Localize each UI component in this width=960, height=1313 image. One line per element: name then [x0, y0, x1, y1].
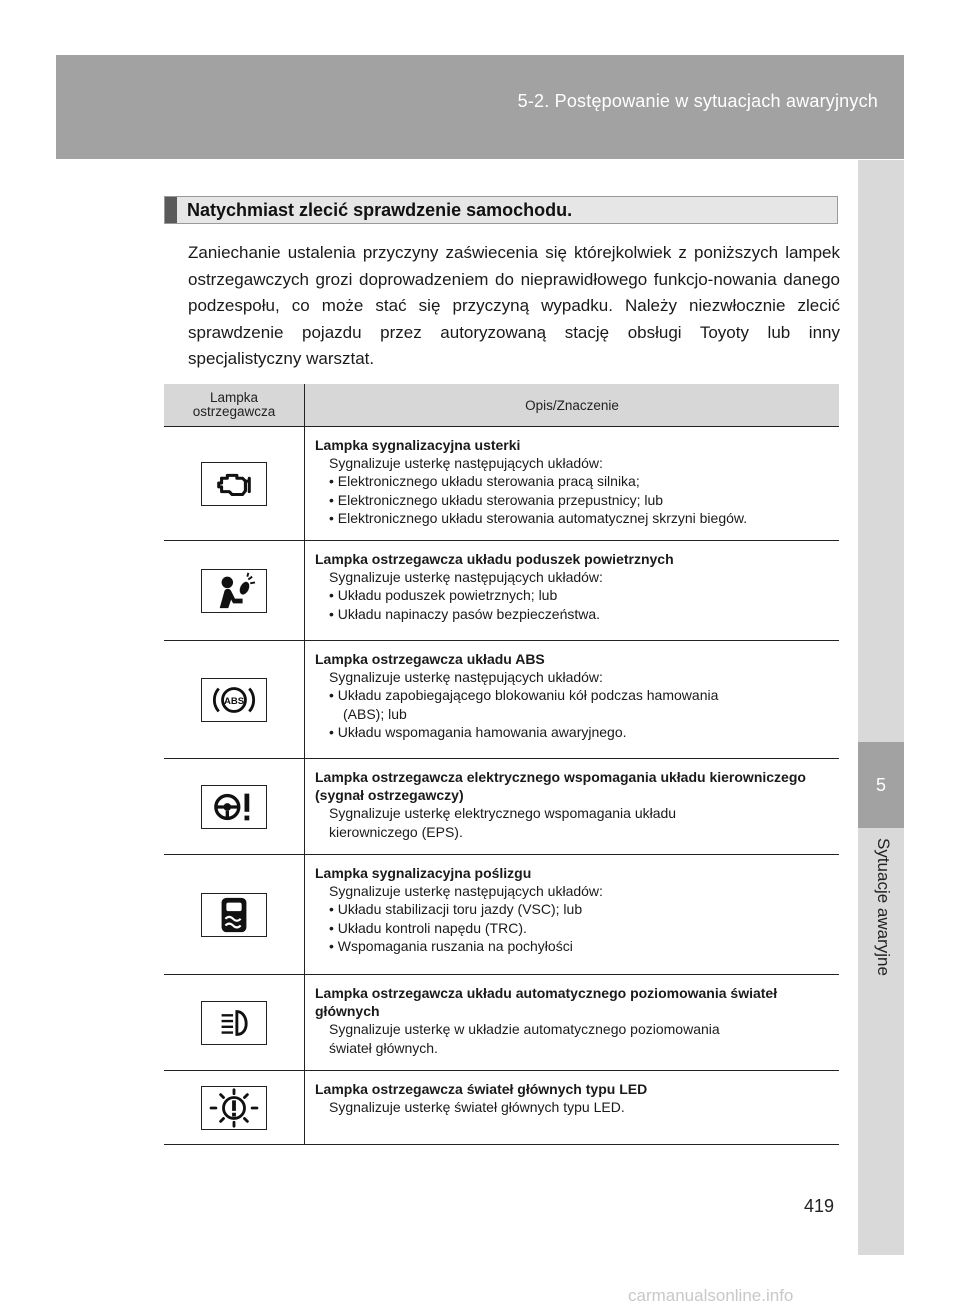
lamp-title: Lampka ostrzegawcza układu ABS	[315, 651, 545, 667]
lamp-description-line: kierowniczego (EPS).	[329, 823, 463, 840]
lamp-description-cell	[305, 1071, 840, 1145]
lamp-icon-cell	[164, 541, 305, 641]
lamp-description-line: • Układu stabilizacji toru jazdy (VSC); lub	[329, 901, 583, 918]
col-header-lamp	[164, 384, 305, 427]
table-row	[164, 759, 839, 855]
lamp-icon-cell	[164, 855, 305, 975]
lamp-description-line: (ABS); lub	[343, 705, 407, 722]
lamp-description-cell	[305, 855, 840, 975]
lamp-description-cell	[305, 759, 840, 855]
lamp-description-line: • Układu poduszek powietrznych; lub	[329, 587, 558, 604]
section-title-bar	[165, 197, 177, 223]
page-number: 419	[804, 1196, 835, 1216]
col-header-lamp-line1: Lampka	[209, 390, 259, 405]
table-row	[164, 975, 839, 1071]
check-engine-icon	[201, 462, 267, 506]
lamp-description-line: • Układu napinaczy pasów bezpieczeństwa.	[329, 605, 601, 622]
chapter-number: 5	[858, 742, 904, 828]
lamp-description-cell	[305, 427, 840, 541]
slip-indicator-icon	[201, 893, 267, 937]
lamp-title: Lampka sygnalizacyjna usterki	[315, 437, 521, 453]
section-title-text: Natychmiast zlecić sprawdzenie samochodu.	[187, 200, 573, 220]
lamp-icon-cell	[164, 427, 305, 541]
svg-text:ABS: ABS	[223, 695, 245, 707]
lamp-description-line: • Elektronicznego układu sterowania przepustnicy; lub	[329, 491, 664, 508]
col-header-lamp-line2: ostrzegawcza	[192, 404, 276, 419]
lamp-description-line: Sygnalizuje usterkę następujących układów:	[329, 569, 603, 586]
lamp-description-cell	[305, 975, 840, 1071]
watermark: carmanualsonline.info	[628, 1286, 794, 1305]
lamp-description-cell	[305, 641, 840, 759]
page-header	[56, 55, 904, 159]
table-header-row	[164, 384, 839, 427]
lamp-description-line: Sygnalizuje usterkę elektrycznego wspomagania układu	[329, 805, 677, 822]
lamp-icon-cell	[164, 759, 305, 855]
lamp-title: Lampka ostrzegawcza świateł głównych typu LED	[315, 1081, 648, 1097]
lamp-description-line: Sygnalizuje usterkę następujących układów:	[329, 455, 603, 472]
table-row	[164, 855, 839, 975]
lamp-description-line: • Elektronicznego układu sterowania automatycznej skrzyni biegów.	[329, 509, 748, 526]
abs-icon	[201, 678, 267, 722]
lamp-title: Lampka ostrzegawcza układu poduszek powietrznych	[315, 551, 674, 567]
lamp-description-line: świateł głównych.	[329, 1039, 438, 1056]
table-row	[164, 427, 839, 541]
lamp-icon-cell	[164, 641, 305, 759]
warning-lamps-table	[164, 384, 839, 1145]
lamp-description-line: • Układu wspomagania hamowania awaryjnego.	[329, 723, 627, 740]
lamp-description-line: Sygnalizuje usterkę następujących układów:	[329, 883, 603, 900]
table-row	[164, 1071, 839, 1145]
table-row	[164, 541, 839, 641]
section-breadcrumb: 5-2. Postępowanie w sytuacjach awaryjnych	[517, 91, 878, 111]
lamp-title: Lampka ostrzegawcza układu automatycznego poziomowania świateł głównych	[315, 985, 778, 1020]
lamp-title: Lampka sygnalizacyjna poślizgu	[315, 865, 532, 881]
lamp-description-line: Sygnalizuje usterkę następujących układów:	[329, 669, 603, 686]
lamp-title: Lampka ostrzegawcza elektrycznego wspomagania układu kierowniczego (sygnał ostrzegawczy)	[315, 769, 806, 804]
table-row	[164, 641, 839, 759]
lamp-icon-cell	[164, 1071, 305, 1145]
airbag-icon	[201, 569, 267, 613]
section-title	[164, 196, 838, 224]
lamp-description-line: Sygnalizuje usterkę świateł głównych typu LED.	[329, 1099, 625, 1116]
lamp-description-line: • Układu zapobiegającego blokowaniu kół podczas hamowania	[329, 687, 719, 704]
led-headlight-warning-icon	[201, 1086, 267, 1130]
chapter-side-tab	[858, 160, 904, 1255]
col-header-description: Opis/Znaczenie	[305, 384, 840, 427]
power-steering-icon	[201, 785, 267, 829]
lamp-description-line: • Układu kontroli napędu (TRC).	[329, 919, 527, 936]
lamp-description-cell	[305, 541, 840, 641]
headlight-leveling-icon	[201, 1001, 267, 1045]
chapter-label	[858, 838, 904, 1078]
lamp-description-line: Sygnalizuje usterkę w układzie automatycznego poziomowania	[329, 1021, 720, 1038]
chapter-label-text: Sytuacje awaryjne	[874, 838, 893, 976]
lamp-description-line: • Elektronicznego układu sterowania pracą silnika;	[329, 473, 640, 490]
lamp-icon-cell	[164, 975, 305, 1071]
lamp-description-line: • Wspomagania ruszania na pochyłości	[329, 937, 573, 954]
intro-paragraph: Zaniechanie ustalenia przyczyny zaświecenia się którejkolwiek z poniższych lampek ostrzegawczych grozi doprowadzeniem do nieprawidłowego funkcjo-nowania danego podzespołu, co może stać się przyczyną wypadku. Należy niezwłocznie zlecić sprawdzenie pojazdu przez autoryzowaną stację obsługi Toyoty lub inny specjalistyczny warsztat.	[188, 243, 840, 368]
